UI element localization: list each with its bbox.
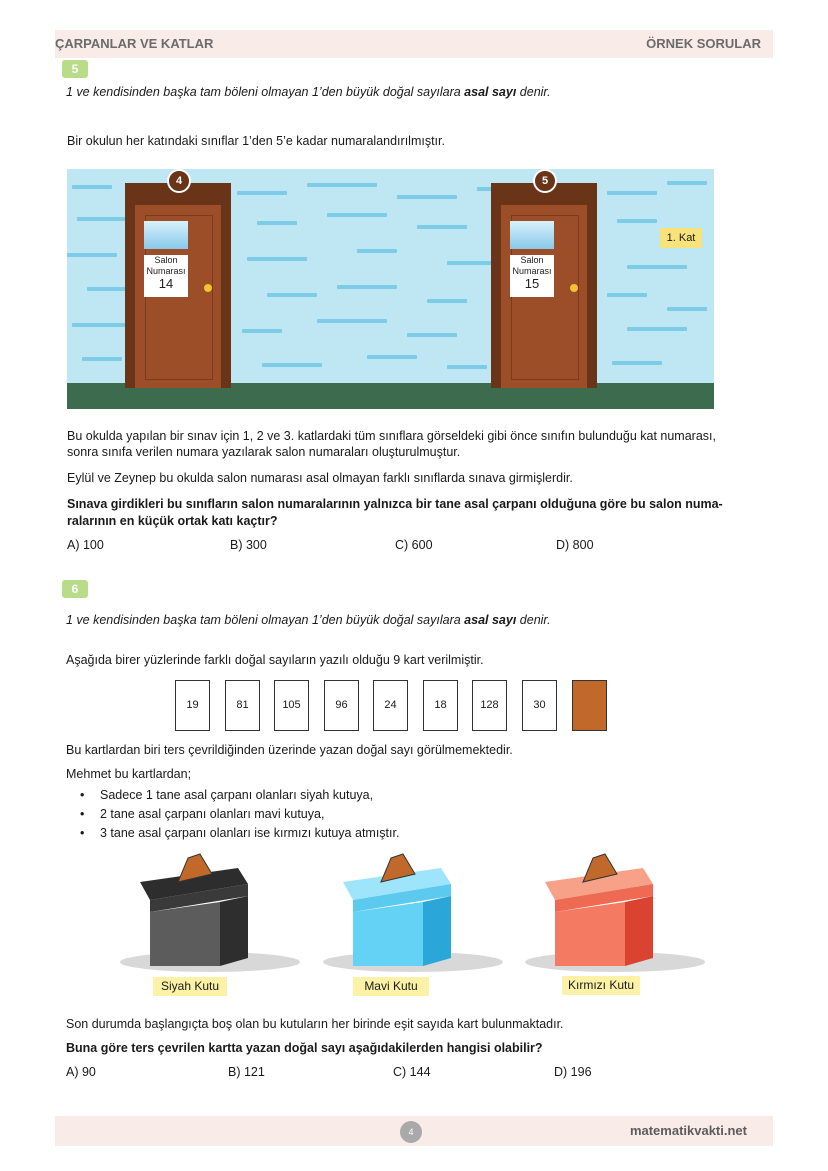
section-title: ÖRNEK SORULAR <box>646 36 761 51</box>
question-number-5: 5 <box>62 60 88 78</box>
door-knob <box>570 284 578 292</box>
number-card: 81 <box>225 680 260 731</box>
q6-def-text: 1 ve kendisinden başka tam böleni olmayan 1’den büyük doğal sayılara <box>66 613 465 627</box>
black-box-label: Siyah Kutu <box>153 977 227 996</box>
q5-option-d[interactable]: D) 800 <box>556 538 594 552</box>
salon-number: 15 <box>524 276 540 291</box>
q6-intro: Aşağıda birer yüzlerinde farklı doğal sayıların yazılı olduğu 9 kart verilmiştir. <box>66 653 484 667</box>
list-item: • 3 tane asal çarpanı olanları ise kırmızı kutuya atmıştır. <box>80 824 399 843</box>
q6-option-b[interactable]: B) 121 <box>228 1065 265 1079</box>
plate-label: Numarası <box>146 266 186 276</box>
q6-question: Buna göre ters çevrilen kartta yazan doğal sayı aşağıdakilerden hangisi olabilir? <box>66 1041 543 1055</box>
number-card: 19 <box>175 680 210 731</box>
q5-paragraph-1: Bu okulda yapılan bir sınav için 1, 2 ve 3. katlardaki tüm sınıflara görseldeki gibi önce sınıfın bulunduğu kat numarası, sonra sınıfa verilen numara yazılarak salon numaraları oluşturulmuştur. <box>67 429 716 459</box>
q5-option-c[interactable]: C) 600 <box>395 538 433 552</box>
site-name: matematikvakti.net <box>629 1123 747 1138</box>
q6-paragraph-3: Son durumda başlangıçta boş olan bu kutuların her birinde eşit sayıda kart bulunmaktadır. <box>66 1017 564 1031</box>
page-footer <box>55 1116 773 1146</box>
q6-paragraph-1: Bu kartlardan biri ters çevrildiğinden üzerinde yazan doğal sayı görülmemektedir. <box>66 743 513 757</box>
red-box-label: Kırmızı Kutu <box>562 976 640 995</box>
q5-paragraph-2: Eylül ve Zeynep bu okulda salon numarası asal olmayan farklı sınıflarda sınava girmişlerdir. <box>67 471 573 485</box>
flipped-card <box>572 680 607 731</box>
number-card: 24 <box>373 680 408 731</box>
list-item: • 2 tane asal çarpanı olanları mavi kutuya, <box>80 805 399 824</box>
list-item: • Sadece 1 tane asal çarpanı olanları siyah kutuya, <box>80 786 399 805</box>
floor-label: 1. Kat <box>660 228 702 248</box>
chapter-title: ÇARPANLAR VE KATLAR <box>55 36 214 51</box>
school-corridor-illustration <box>67 169 714 409</box>
page-number: 4 <box>400 1121 422 1143</box>
number-card: 105 <box>274 680 309 731</box>
door-number-badge: 5 <box>533 169 557 193</box>
q5-def-bold: asal sayı <box>464 85 517 99</box>
plate-label: Salon <box>520 255 544 265</box>
door-window <box>510 221 554 249</box>
plate-label: Numarası <box>512 266 552 276</box>
q6-def-bold: asal sayı <box>464 613 517 627</box>
red-box-icon <box>525 854 705 972</box>
q6-def-end: denir. <box>516 613 551 627</box>
blue-box-label: Mavi Kutu <box>353 977 429 996</box>
door-knob <box>204 284 212 292</box>
q5-def-end: denir. <box>516 85 551 99</box>
q5-option-b[interactable]: B) 300 <box>230 538 267 552</box>
q6-definition <box>66 612 551 628</box>
q5-question-line-1: Sınava girdikleri bu sınıfların salon numaralarının yalnızca bir tane asal çarpanı olduğuna göre bu salon numa- <box>67 497 723 511</box>
q6-bullet-list <box>80 786 399 843</box>
number-card: 128 <box>472 680 507 731</box>
classroom-door-5 <box>491 175 597 388</box>
blue-box-icon <box>323 854 503 972</box>
number-card: 96 <box>324 680 359 731</box>
q5-option-a[interactable]: A) 100 <box>67 538 104 552</box>
question-number-6: 6 <box>62 580 88 598</box>
q6-paragraph-2: Mehmet bu kartlardan; <box>66 767 192 781</box>
page-header <box>55 30 773 58</box>
q6-option-a[interactable]: A) 90 <box>66 1065 96 1079</box>
q5-definition <box>66 84 551 100</box>
ballot-boxes-illustration <box>120 850 720 980</box>
door-window <box>144 221 188 249</box>
classroom-door-4 <box>125 175 231 388</box>
q6-option-d[interactable]: D) 196 <box>554 1065 592 1079</box>
q5-def-text: 1 ve kendisinden başka tam böleni olmayan 1’den büyük doğal sayılara <box>66 85 465 99</box>
number-card: 18 <box>423 680 458 731</box>
number-card: 30 <box>522 680 557 731</box>
salon-number-plate <box>510 255 554 297</box>
q6-option-c[interactable]: C) 144 <box>393 1065 431 1079</box>
q5-intro: Bir okulun her katındaki sınıflar 1’den 5’e kadar numaralandırılmıştır. <box>67 134 445 148</box>
black-box-icon <box>120 854 300 972</box>
door-number-badge: 4 <box>167 169 191 193</box>
plate-label: Salon <box>154 255 178 265</box>
salon-number: 14 <box>158 276 174 291</box>
q5-question-line-2: ralarının en küçük ortak katı kaçtır? <box>67 514 278 528</box>
salon-number-plate <box>144 255 188 297</box>
